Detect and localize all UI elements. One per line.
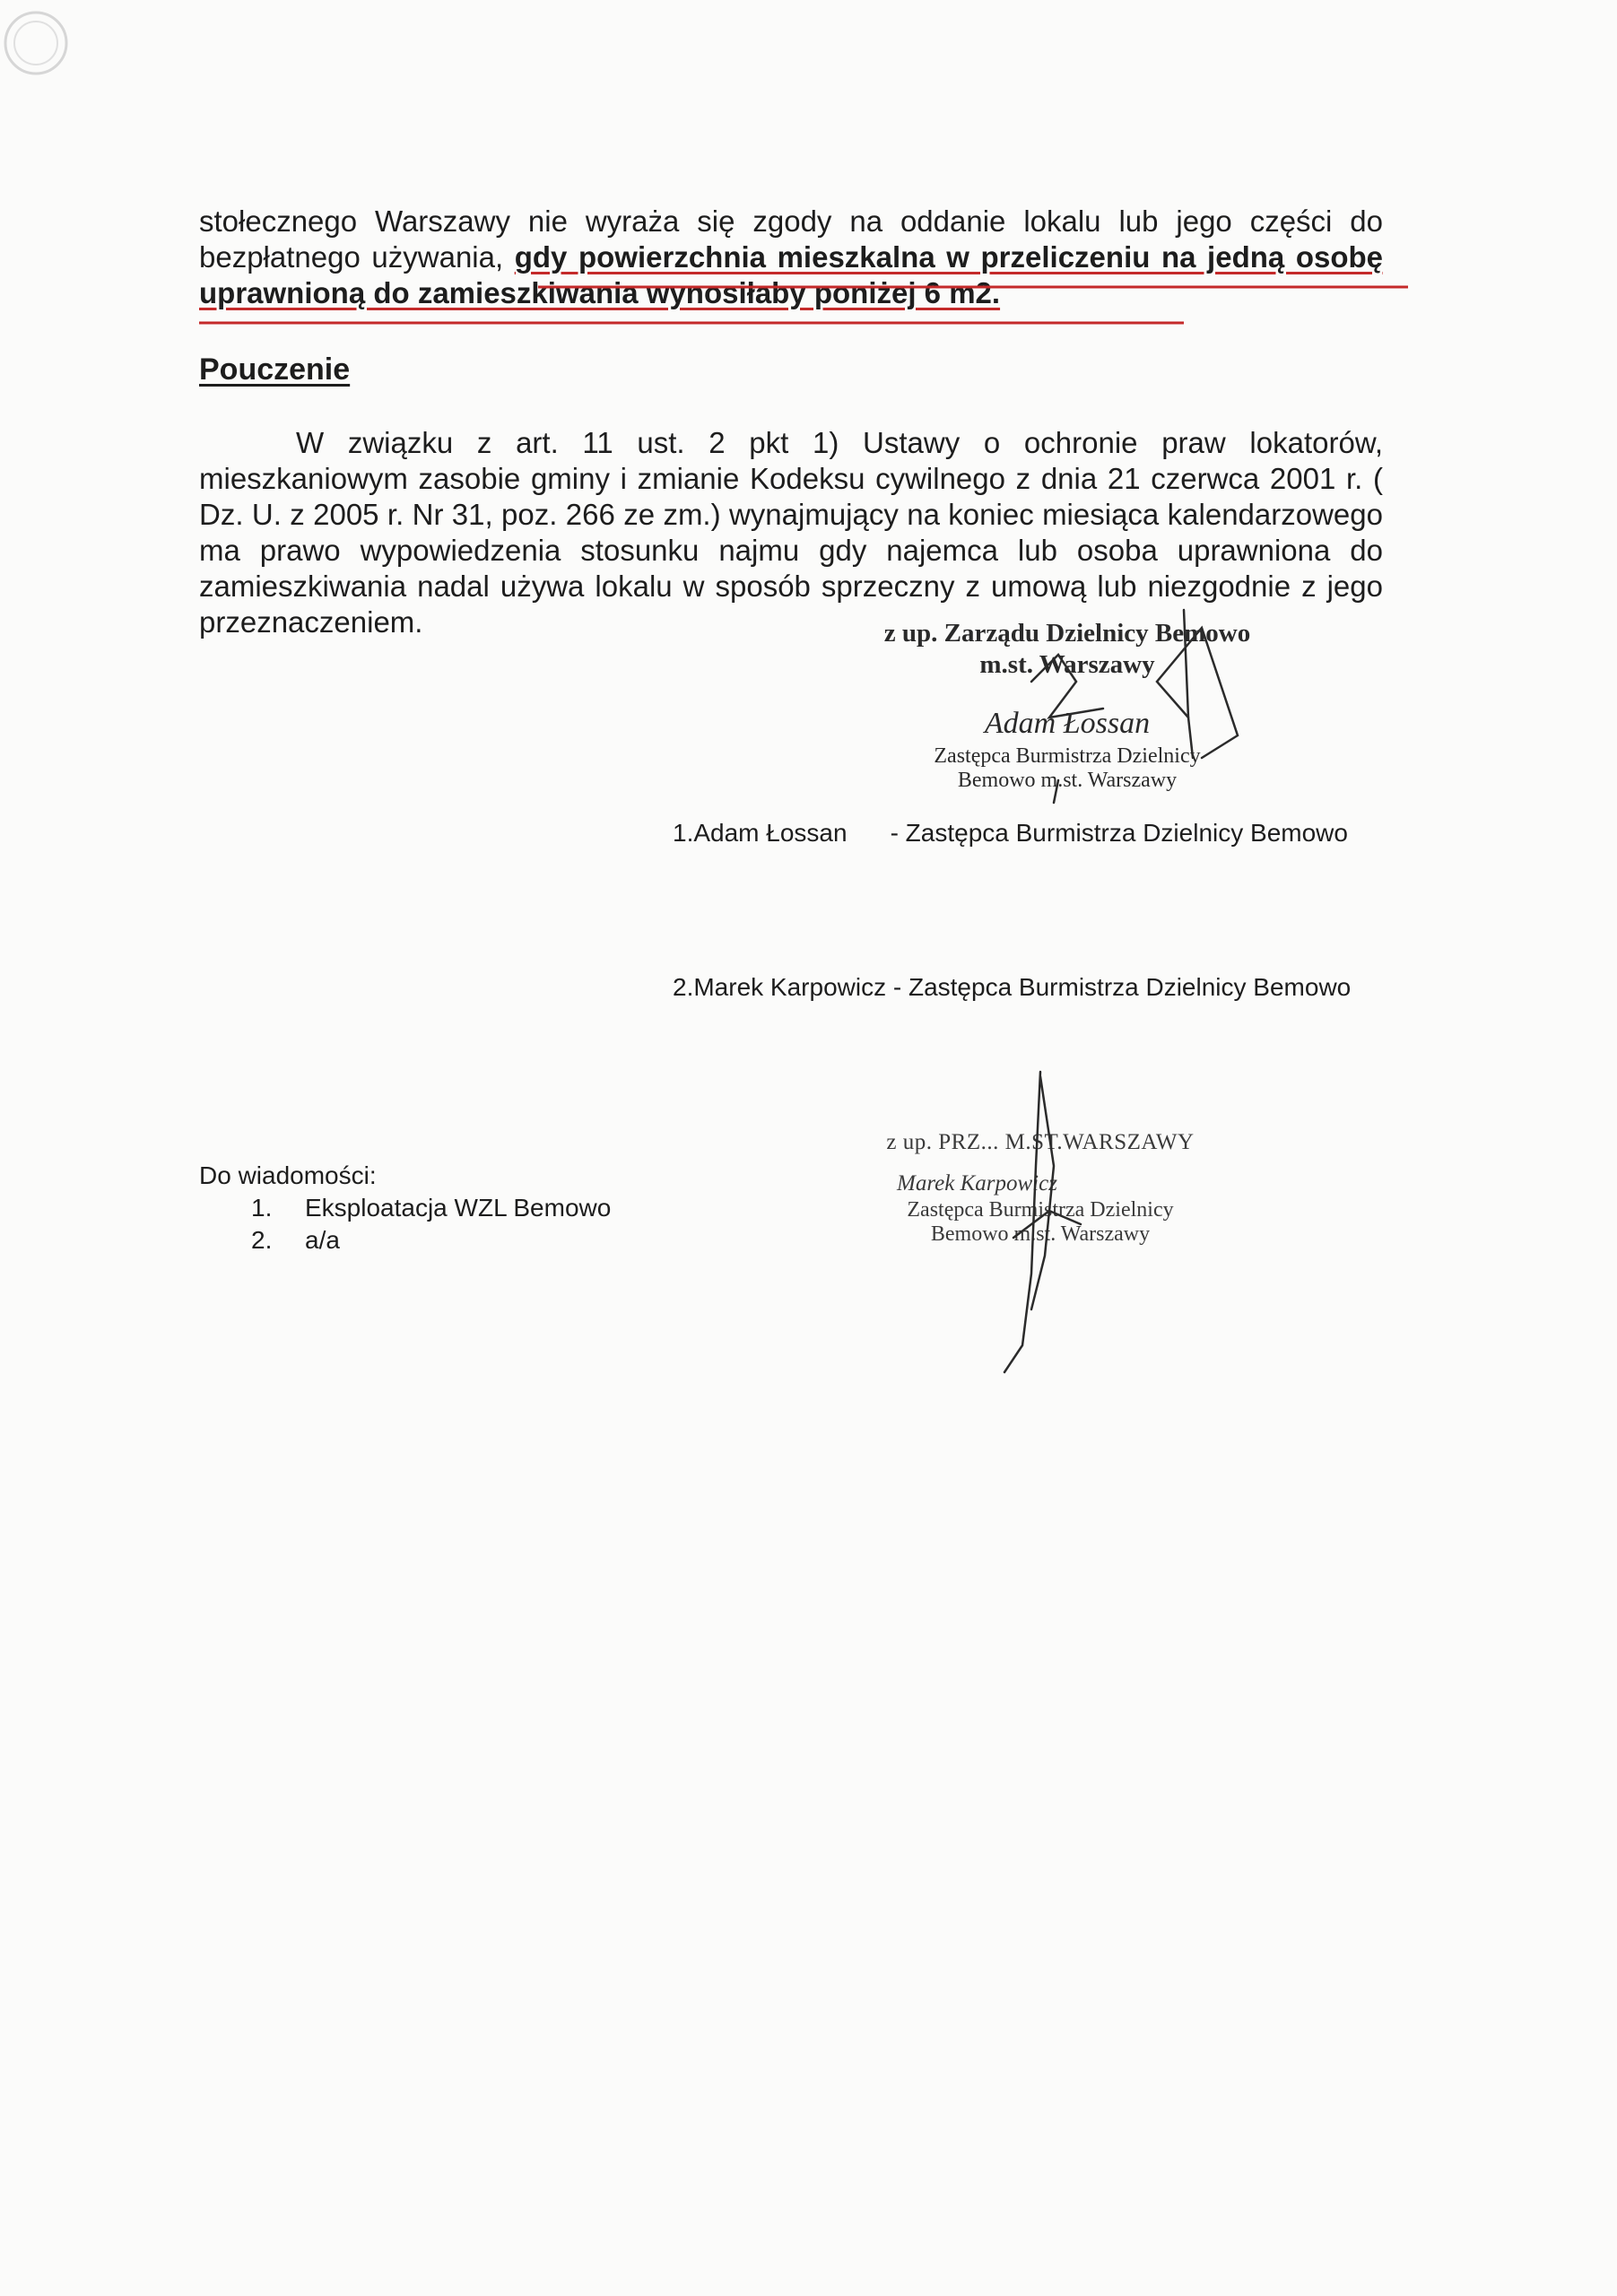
- stamp-signatory: Adam Łossan: [984, 707, 1151, 740]
- signature-stroke: [1157, 628, 1238, 758]
- signature-stroke: [1184, 610, 1193, 758]
- stamp-line: Zastępca Burmistrza Dzielnicy: [907, 1198, 1174, 1222]
- paragraph-pouczenie: W związku z art. 11 ust. 2 pkt 1) Ustawy o ochronie praw lokatorów, mieszkaniowym zasobie gminy i zmianie Kodeksu cywilnego z dnia 21 czerwca 2001 r. ( Dz. U. z 2005 r. Nr 31, poz. 266 ze zm.) wynajmujący na koniec miesiąca kalendarzowego ma prawo wypowiedzenia stosunku najmu gdy najemca lub osoba uprawniona do zamieszkiwania nadal używa lokalu w sposób sprzeczny z umową lub niezgodnie z jego przeznaczeniem.: [199, 426, 1383, 639]
- section-heading-pouczenie: Pouczenie: [199, 352, 351, 387]
- stamp-line: Zastępca Burmistrza Dzielnicy: [934, 744, 1201, 768]
- signature-stroke: [1031, 655, 1103, 718]
- paragraph-conclusion-text: stołecznego Warszawy nie wyraża się zgody na oddanie lokalu lub jego części do bezpłatnego używania,: [199, 204, 1383, 274]
- signer-name: 1.Adam Łossan: [673, 819, 848, 847]
- stamp-line: z up. Zarządu Dzielnicy Bemowo: [883, 619, 1251, 648]
- stamp-line: m.st. Warszawy: [979, 650, 1155, 679]
- item-number: 2.: [251, 1226, 273, 1254]
- paragraph-conclusion-emphasis: gdy powierzchnia mieszkalna w przeliczeniu na jedną osobę uprawnioną do zamieszkiwania wynosiłaby poniżej 6 m2.: [199, 240, 1384, 309]
- signer-line-2: 2.Marek Karpowicz - Zastępca Burmistrza Dzielnicy Bemowo: [673, 973, 1352, 1001]
- stamp-signatory: Marek Karpowicz: [897, 1171, 1057, 1196]
- stamp-line: z up. PRZ... M.ST.WARSZAWY: [886, 1130, 1195, 1154]
- signature-stroke: [1054, 780, 1058, 803]
- distribution-title: Do wiadomości:: [199, 1161, 377, 1189]
- item-text: a/a: [305, 1226, 340, 1254]
- stamp-line: Bemowo m.st. Warszawy: [930, 1222, 1151, 1246]
- item-number: 1.: [251, 1194, 273, 1222]
- signer-title: - Zastępca Burmistrza Dzielnicy Bemowo: [890, 819, 1348, 847]
- item-text: Eksploatacja WZL Bemowo: [305, 1194, 612, 1222]
- stamp-line: Bemowo m.st. Warszawy: [957, 769, 1178, 792]
